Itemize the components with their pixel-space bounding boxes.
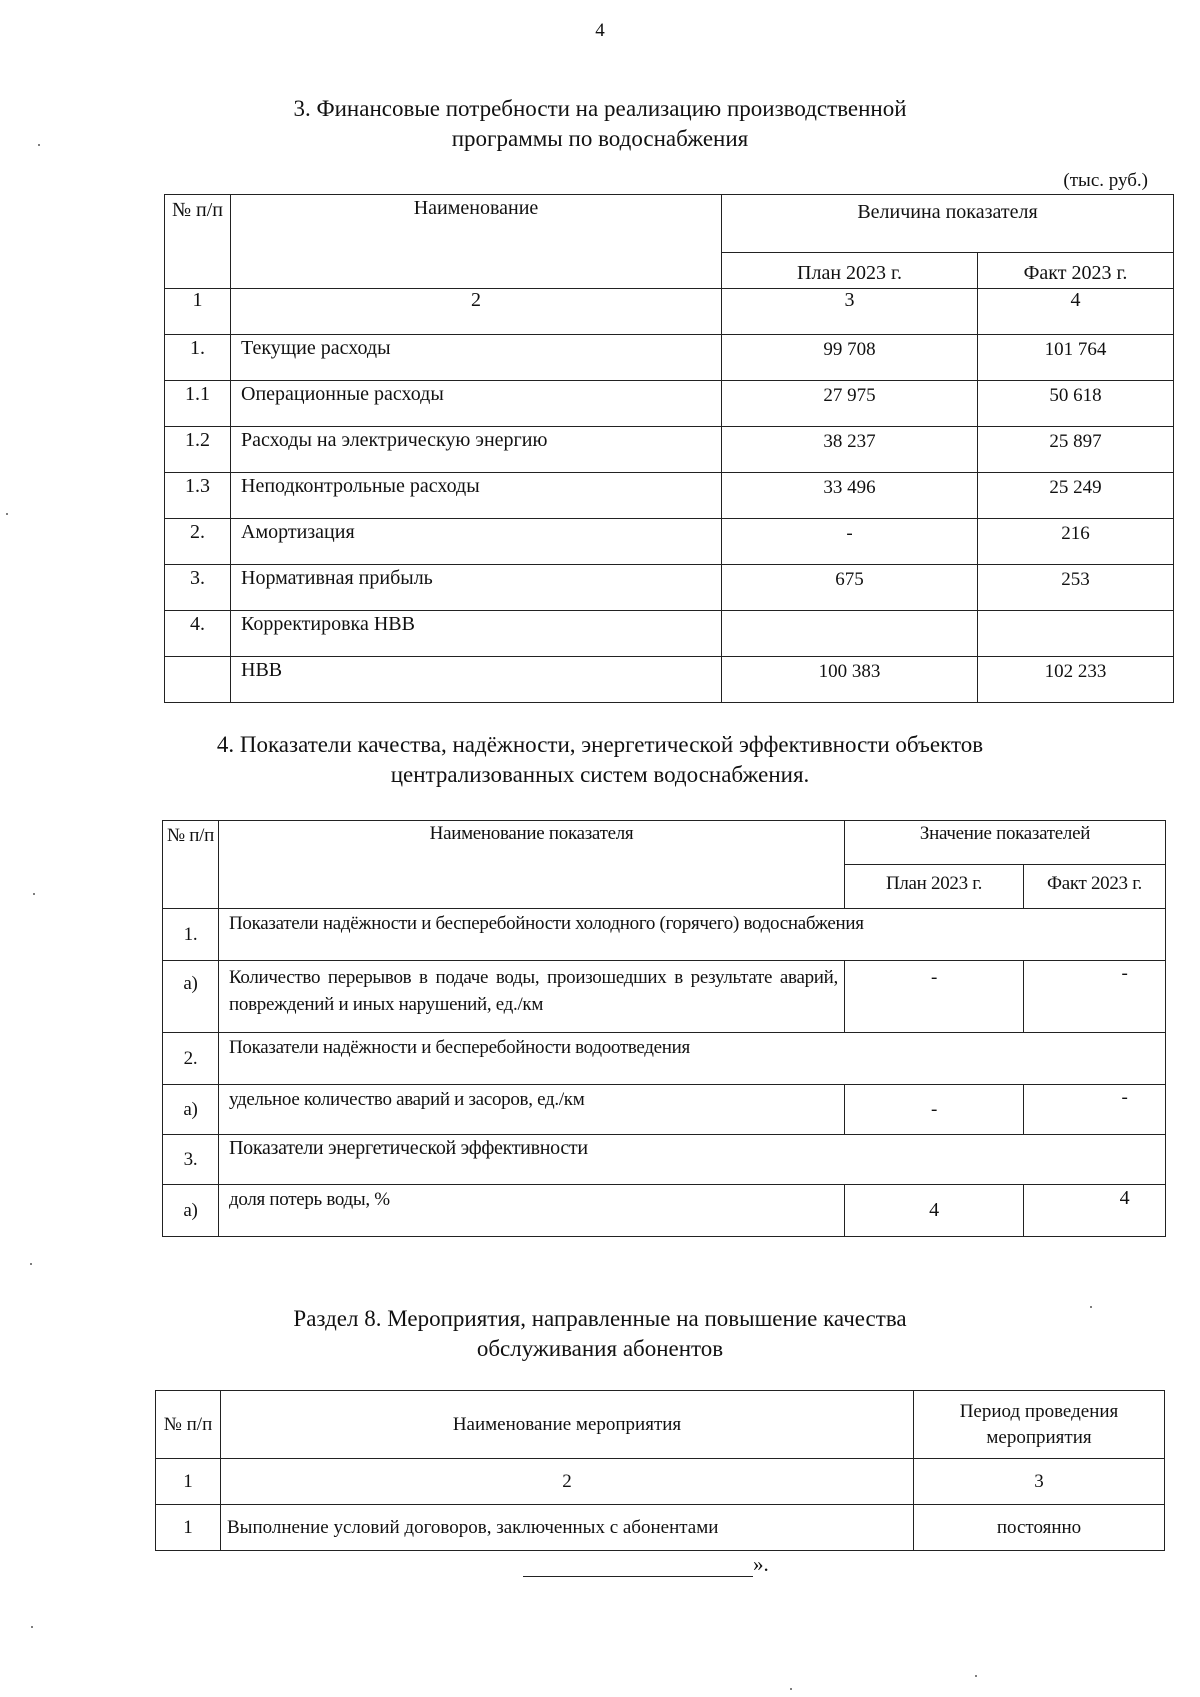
- group-title: Показатели надёжности и бесперебойности водоотведения: [219, 1033, 1166, 1085]
- closing-line: ».: [523, 1552, 769, 1577]
- item-plan: -: [845, 1085, 1024, 1135]
- item-name: Количество перерывов в подаче воды, произошедших в результате аварий, повреждений и иных нарушений, ед./км: [219, 961, 845, 1033]
- group-row: [163, 1135, 1166, 1185]
- table-row: [163, 1085, 1166, 1135]
- header-fact: Факт 2023 г.: [1024, 865, 1166, 909]
- row-fact: 25 249: [978, 473, 1174, 519]
- row-plan: 99 708: [722, 335, 978, 381]
- quality-indicators-table: [162, 820, 1166, 1237]
- scan-speck: [6, 513, 8, 515]
- item-fact: -: [1024, 961, 1166, 1033]
- header-name: Наименование показателя: [219, 821, 845, 909]
- scan-speck: [975, 1675, 977, 1677]
- page-number: 4: [595, 20, 605, 41]
- row-name: НВВ: [231, 657, 722, 703]
- row-plan: 38 237: [722, 427, 978, 473]
- item-num: а): [163, 1085, 219, 1135]
- scan-speck: [38, 144, 40, 146]
- header-name: Наименование: [231, 195, 722, 289]
- table-row: [165, 611, 1174, 657]
- item-plan: -: [845, 961, 1024, 1033]
- table-row: [165, 381, 1174, 427]
- row-name: Амортизация: [231, 519, 722, 565]
- colnum-3: 3: [914, 1459, 1165, 1505]
- table-row: [165, 519, 1174, 565]
- row-num: 1: [156, 1505, 221, 1551]
- item-num: а): [163, 961, 219, 1033]
- row-num: 2.: [165, 519, 231, 565]
- header-num: № п/п: [156, 1391, 221, 1459]
- row-plan: 27 975: [722, 381, 978, 427]
- row-plan: -: [722, 519, 978, 565]
- group-row: [163, 1033, 1166, 1085]
- row-name: Нормативная прибыль: [231, 565, 722, 611]
- row-name: Корректировка НВВ: [231, 611, 722, 657]
- group-num: 3.: [163, 1135, 219, 1185]
- row-num: 1.2: [165, 427, 231, 473]
- group-title: Показатели надёжности и бесперебойности холодного (горячего) водоснабжения: [219, 909, 1166, 961]
- row-fact: 25 897: [978, 427, 1174, 473]
- measures-table: [155, 1390, 1165, 1551]
- section8-title: Раздел 8. Мероприятия, направленные на повышение качества обслуживания абонентов: [293, 1306, 907, 1361]
- scan-speck: [33, 893, 35, 895]
- table-row: [165, 473, 1174, 519]
- row-name: Выполнение условий договоров, заключенных с абонентами: [221, 1505, 914, 1551]
- row-plan: 33 496: [722, 473, 978, 519]
- colnum-3: 3: [722, 289, 978, 335]
- row-fact: [978, 611, 1174, 657]
- header-plan: План 2023 г.: [722, 253, 978, 289]
- financial-table: [164, 194, 1174, 703]
- colnum-2: 2: [231, 289, 722, 335]
- table-row: [165, 657, 1174, 703]
- item-name: доля потерь воды, %: [219, 1185, 845, 1237]
- row-name: Операционные расходы: [231, 381, 722, 427]
- scan-speck: [30, 1263, 32, 1265]
- item-num: а): [163, 1185, 219, 1237]
- scan-speck: [1090, 1306, 1092, 1308]
- section3-title: 3. Финансовые потребности на реализацию производственной программы по водоснабжения: [293, 96, 907, 151]
- row-fact: 50 618: [978, 381, 1174, 427]
- item-fact: -: [1024, 1085, 1166, 1135]
- row-num: 1.3: [165, 473, 231, 519]
- item-plan: 4: [845, 1185, 1024, 1237]
- scan-speck: [31, 1626, 33, 1628]
- row-name: Неподконтрольные расходы: [231, 473, 722, 519]
- row-fact: 216: [978, 519, 1174, 565]
- row-plan: [722, 611, 978, 657]
- group-title: Показатели энергетической эффективности: [219, 1135, 1166, 1185]
- table-row: [156, 1505, 1165, 1551]
- group-num: 2.: [163, 1033, 219, 1085]
- group-num: 1.: [163, 909, 219, 961]
- row-num: [165, 657, 231, 703]
- unit-label: (тыс. руб.): [1063, 170, 1148, 191]
- row-fact: 253: [978, 565, 1174, 611]
- row-fact: 102 233: [978, 657, 1174, 703]
- section4-title: 4. Показатели качества, надёжности, энергетической эффективности объектов централизованных систем водоснабжения.: [216, 732, 984, 787]
- colnum-4: 4: [978, 289, 1174, 335]
- header-num: № п/п: [165, 195, 231, 289]
- row-num: 4.: [165, 611, 231, 657]
- header-fact: Факт 2023 г.: [978, 253, 1174, 289]
- row-name: Расходы на электрическую энергию: [231, 427, 722, 473]
- item-fact: 4: [1024, 1185, 1166, 1237]
- header-name: Наименование мероприятия: [221, 1391, 914, 1459]
- row-plan: 675: [722, 565, 978, 611]
- colnum-2: 2: [221, 1459, 914, 1505]
- group-row: [163, 909, 1166, 961]
- header-value-group: Значение показателей: [845, 821, 1166, 865]
- scan-speck: [790, 1688, 792, 1690]
- header-plan: План 2023 г.: [845, 865, 1024, 909]
- table-row: [165, 427, 1174, 473]
- header-num: № п/п: [163, 821, 219, 909]
- table-row: [163, 1185, 1166, 1237]
- header-period: Период проведения мероприятия: [914, 1391, 1165, 1459]
- row-num: 3.: [165, 565, 231, 611]
- table-row: [163, 961, 1166, 1033]
- table-row: [165, 335, 1174, 381]
- row-num: 1.1: [165, 381, 231, 427]
- row-num: 1.: [165, 335, 231, 381]
- row-fact: 101 764: [978, 335, 1174, 381]
- item-name: удельное количество аварий и засоров, ед./км: [219, 1085, 845, 1135]
- colnum-1: 1: [156, 1459, 221, 1505]
- row-period: постоянно: [914, 1505, 1165, 1551]
- row-name: Текущие расходы: [231, 335, 722, 381]
- header-value-group: Величина показателя: [722, 195, 1174, 253]
- row-plan: 100 383: [722, 657, 978, 703]
- blank-underline: [523, 1554, 753, 1577]
- table-row: [165, 565, 1174, 611]
- colnum-1: 1: [165, 289, 231, 335]
